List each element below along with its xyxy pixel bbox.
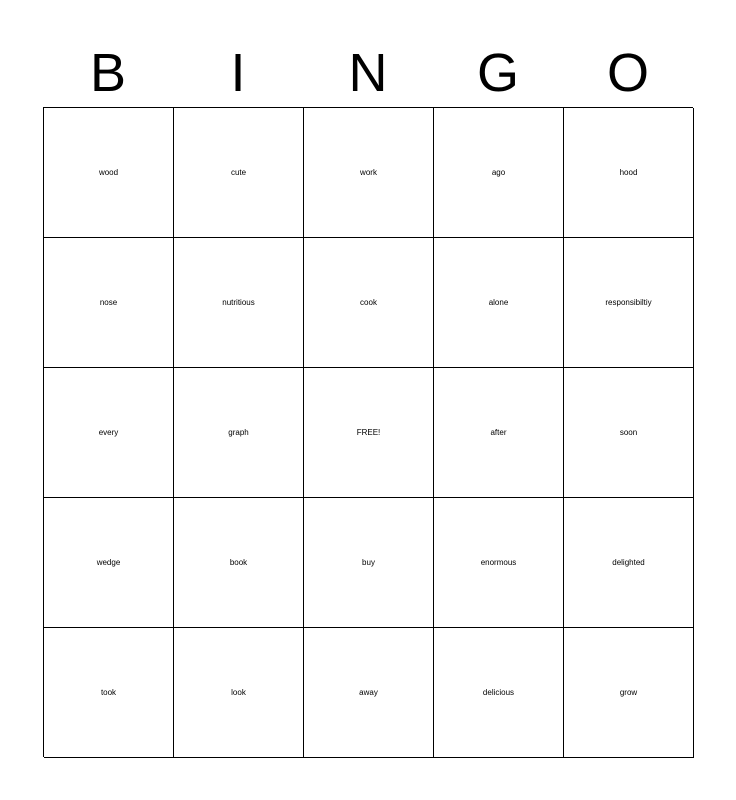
bingo-cell[interactable]: wedge bbox=[44, 498, 174, 628]
bingo-cell[interactable]: nutritious bbox=[174, 238, 304, 368]
header-letter-o: O bbox=[606, 43, 649, 103]
bingo-cell[interactable]: nose bbox=[44, 238, 174, 368]
bingo-cell[interactable]: grow bbox=[564, 628, 694, 758]
bingo-cell[interactable]: alone bbox=[434, 238, 564, 368]
bingo-cell[interactable]: look bbox=[174, 628, 304, 758]
bingo-cell[interactable]: took bbox=[44, 628, 174, 758]
bingo-cell[interactable]: enormous bbox=[434, 498, 564, 628]
bingo-cell[interactable]: every bbox=[44, 368, 174, 498]
bingo-cell[interactable]: soon bbox=[564, 368, 694, 498]
bingo-cell[interactable]: away bbox=[304, 628, 434, 758]
bingo-cell[interactable]: buy bbox=[304, 498, 434, 628]
bingo-cell[interactable]: responsibiltiy bbox=[564, 238, 694, 368]
bingo-header bbox=[43, 40, 693, 106]
bingo-cell[interactable]: FREE! bbox=[304, 368, 434, 498]
bingo-cell[interactable]: hood bbox=[564, 108, 694, 238]
header-letter-i: I bbox=[230, 43, 246, 103]
bingo-cell[interactable]: graph bbox=[174, 368, 304, 498]
header-letter-g: G bbox=[476, 43, 519, 103]
bingo-cell[interactable]: cute bbox=[174, 108, 304, 238]
bingo-cell[interactable]: work bbox=[304, 108, 434, 238]
bingo-cell[interactable]: delicious bbox=[434, 628, 564, 758]
bingo-cell[interactable]: delighted bbox=[564, 498, 694, 628]
bingo-cell[interactable]: cook bbox=[304, 238, 434, 368]
bingo-cell[interactable]: wood bbox=[44, 108, 174, 238]
bingo-cell[interactable]: after bbox=[434, 368, 564, 498]
bingo-cell[interactable]: ago bbox=[434, 108, 564, 238]
header-letter-b: B bbox=[89, 43, 127, 103]
header-letter-n: N bbox=[348, 43, 388, 103]
bingo-board bbox=[43, 107, 693, 757]
bingo-cell[interactable]: book bbox=[174, 498, 304, 628]
